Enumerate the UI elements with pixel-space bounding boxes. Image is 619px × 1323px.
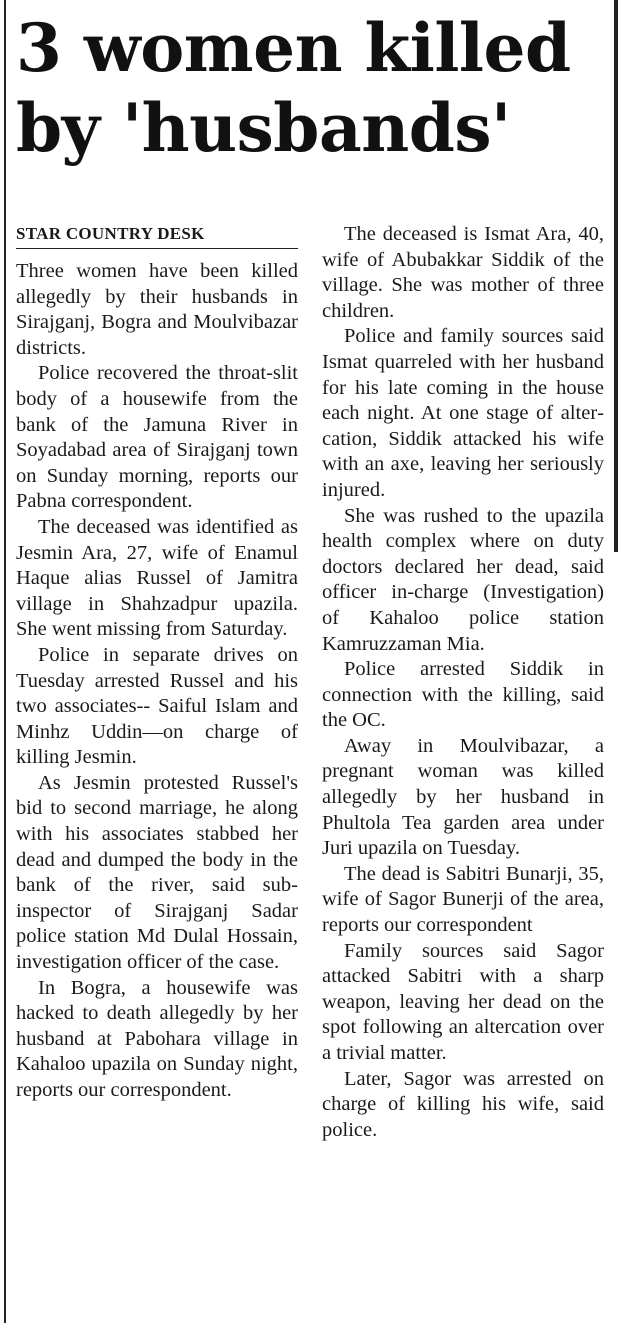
paragraph: Later, Sagor was arrested on charge of killing his wife, said police. bbox=[322, 1067, 604, 1141]
paragraph: The deceased is Ismat Ara, 40, wife of Abubakkar Siddik of the village. She was mother of three children. bbox=[322, 223, 604, 322]
headline-line-2: by 'husbands' bbox=[16, 89, 511, 167]
paragraph: She was rushed to the upazila health complex where on duty doctors declared her dead, said officer in-charge (Investigation) of Kahaloo police station Kamruzzaman Mia. bbox=[322, 504, 604, 655]
left-column bbox=[16, 222, 298, 1104]
paragraph: Police recovered the throat-slit body of a housewife from the bank of the Jamuna River in Soyadabad area of Sirajganj town on Sunday morning, reports our Pabna correspondent. bbox=[16, 362, 298, 513]
paragraph: Family sources said Sagor attacked Sabitri with a sharp weapon, leaving her dead on the spot following an altercation over a trivial matter. bbox=[322, 939, 604, 1064]
right-column-rule bbox=[614, 0, 618, 552]
paragraph: Police arrested Siddik in connection with the killing, said the OC. bbox=[322, 658, 604, 732]
paragraph: Police in separate drives on Tuesday arrested Russel and his two associates-- Saiful Islam and Minhz Uddin—on charge of killing Jesmin. bbox=[16, 643, 298, 769]
paragraph: As Jesmin protested Russel's bid to second marriage, he along with his associates stabbed her dead and dumped the body in the bank of the river, said subinspector of Sirajganj Sadar police station Md Dulal Hossain, investigation officer of the case. bbox=[16, 771, 298, 974]
right-column bbox=[322, 222, 604, 1143]
paragraph-intro: Three women have been killed allegedly by their husbands in Sirajganj, Bogra and Moulvibazar districts. bbox=[16, 260, 298, 359]
paragraph: The dead is Sabitri Bunarji, 35, wife of Sagor Bunerji of the area, reports our correspondent bbox=[322, 862, 604, 937]
paragraph: Police and family sources said Ismat quarreled with her husband for his late coming in the house each night. At one stage of altercation, Siddik attacked his wife with an axe, leaving her seriously injured. bbox=[322, 325, 604, 501]
byline: STAR COUNTRY DESK bbox=[16, 222, 298, 249]
paragraph: In Bogra, a housewife was hacked to death allegedly by her husband at Pabohara village in Kahaloo upazila on Sunday night, reports our correspondent. bbox=[16, 976, 298, 1101]
headline-line-1: 3 women killed bbox=[16, 9, 571, 87]
paragraph: The deceased was identified as Jesmin Ara, 27, wife of Enamul Haque alias Russel of Jamitra village in Shahzadpur upazila. She went missing from Saturday. bbox=[16, 515, 298, 641]
paragraph: Away in Moulvibazar, a pregnant woman was killed allegedly by her husband in Phultola Tea garden area under Juri upazila on Tuesday. bbox=[322, 734, 604, 860]
left-column-rule bbox=[4, 0, 6, 1323]
headline bbox=[16, 8, 612, 168]
